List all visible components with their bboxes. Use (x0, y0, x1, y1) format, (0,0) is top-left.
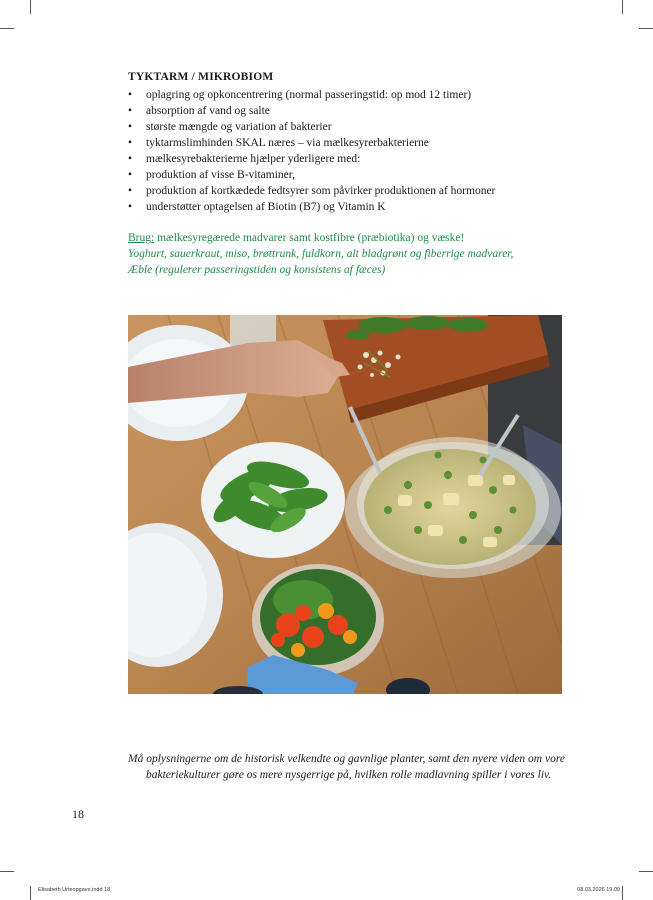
crop-mark (622, 886, 623, 900)
list-item: • produktion af visse B-vitaminer, (128, 167, 548, 183)
bullet-list (128, 87, 548, 215)
crop-mark (639, 871, 653, 872)
crop-mark (639, 28, 653, 29)
list-item: • oplagring og opkoncentrering (normal passeringstid: op mod 12 timer) (128, 87, 548, 103)
crop-mark (0, 871, 14, 872)
food-photo (128, 315, 562, 694)
crop-mark (0, 28, 14, 29)
page-number: 18 (72, 807, 84, 821)
caption (128, 751, 568, 783)
list-item: • største mængde og variation af bakterier (128, 119, 548, 135)
caption-line-1: Må oplysningerne om de historisk velkendte og gavnlige planter, samt den nyere viden om vore (128, 753, 565, 765)
usage-line-1 (128, 230, 548, 246)
crop-mark (622, 0, 623, 14)
section-colon-microbiome (128, 69, 548, 215)
food-photo-illustration (128, 315, 562, 694)
usage-note (128, 230, 548, 278)
plate-with-greens (201, 442, 345, 558)
caption-line-2: bakteriekulturer gøre os mere nysgerrige på, hvilken rolle madlavning spiller i vores liv. (146, 769, 552, 781)
usage-label: Brug: (128, 232, 155, 244)
list-item: • tyktarmslimhinden SKAL næres – via mælkesyrerbakterierne (128, 135, 548, 151)
usage-text: mælkesyregærede madvarer samt kostfibre (præbiotika) og væske! (154, 232, 465, 244)
section-heading: TYKTARM / MIKROBIOM (128, 71, 274, 83)
usage-line-3: Æble (regulerer passeringstiden og konsistens af fæces) (128, 264, 386, 276)
crop-mark (30, 0, 31, 14)
list-item: • produktion af kortkædede fedtsyrer som påvirker produktionen af hormoner (128, 183, 548, 199)
usage-line-2: Yoghurt, sauerkraut, miso, brøttrunk, fuldkorn, alt bladgrønt og fiberrige madvarer, (128, 248, 514, 260)
list-item: • mælkesyrebakterierne hjælper yderligere med: (128, 151, 548, 167)
slug-right: 08.03.2026 19.09 (577, 887, 620, 893)
crop-mark (30, 886, 31, 900)
slug-left: Elisabeth Urteopgave.indd 18 (38, 887, 111, 893)
list-item: • understøtter optagelsen af Biotin (B7) og Vitamin K (128, 199, 548, 215)
list-item: • absorption af vand og salte (128, 103, 548, 119)
